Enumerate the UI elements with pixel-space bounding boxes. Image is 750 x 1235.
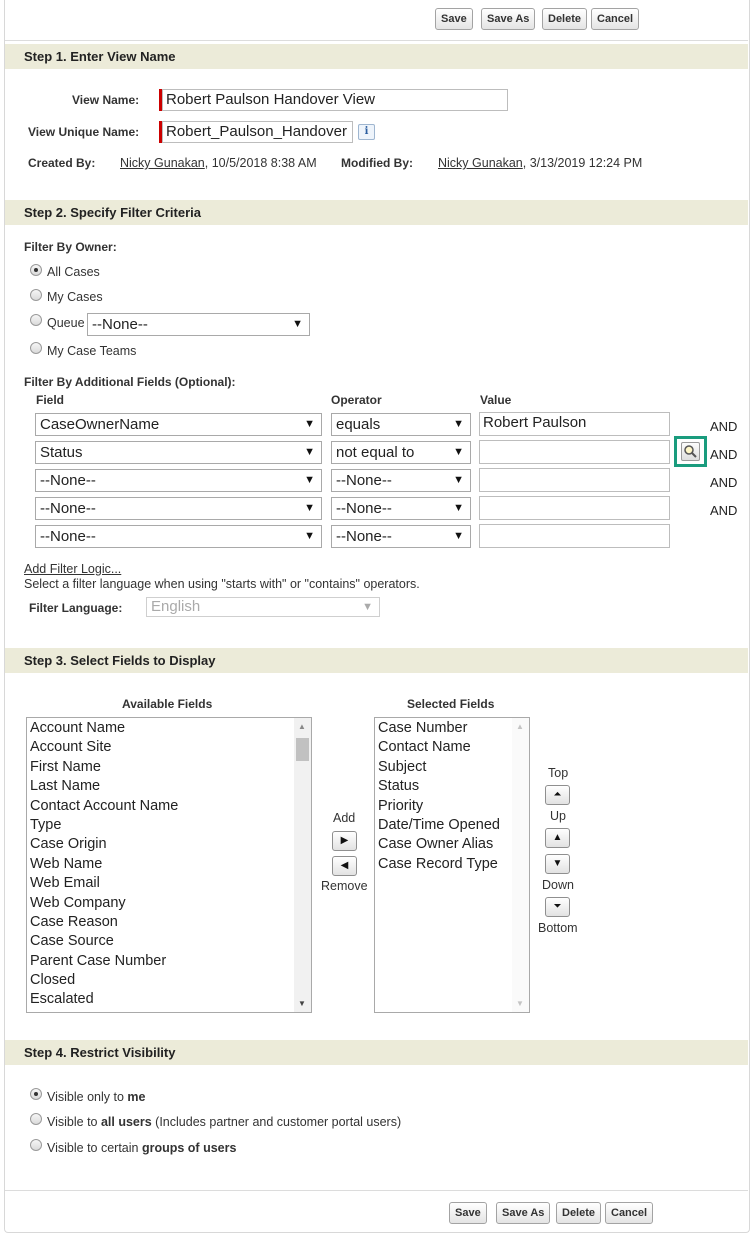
add-button[interactable] bbox=[332, 831, 357, 851]
move-top-icon: ⏶ bbox=[553, 789, 562, 800]
divider bbox=[5, 1190, 748, 1191]
filter-language-value: English bbox=[151, 598, 201, 615]
remove-label: Remove bbox=[321, 879, 368, 893]
step3-header: Step 3. Select Fields to Display bbox=[5, 648, 748, 673]
lookup-highlight bbox=[674, 436, 707, 467]
list-item[interactable]: Last Name bbox=[30, 778, 101, 795]
modified-by-label: Modified By: bbox=[341, 156, 413, 170]
visibility-text: Visible to bbox=[47, 1115, 101, 1129]
modified-by-user-link[interactable]: Nicky Gunakan bbox=[438, 156, 523, 170]
down-label: Down bbox=[542, 878, 574, 892]
created-by-value bbox=[120, 156, 317, 170]
cancel-button[interactable]: Cancel bbox=[605, 1202, 653, 1224]
radio-queue-label: Queue bbox=[47, 316, 85, 330]
scroll-down-icon[interactable]: ▼ bbox=[298, 999, 306, 1008]
field-select[interactable] bbox=[35, 469, 322, 492]
list-item[interactable]: Case Number bbox=[378, 720, 468, 736]
filter-language-label: Filter Language: bbox=[29, 601, 123, 615]
radio-visible-me[interactable] bbox=[30, 1088, 42, 1100]
chevron-down-icon: ▼ bbox=[304, 418, 315, 430]
radio-visible-all[interactable] bbox=[30, 1113, 42, 1125]
list-item[interactable]: Case Origin bbox=[30, 836, 107, 853]
col-value-header: Value bbox=[480, 393, 512, 407]
lookup-icon[interactable] bbox=[681, 442, 700, 461]
queue-select[interactable] bbox=[87, 313, 310, 336]
cancel-button[interactable]: Cancel bbox=[591, 8, 639, 30]
field-select[interactable] bbox=[35, 525, 322, 548]
radio-my-case-teams-label: My Case Teams bbox=[47, 344, 137, 358]
list-item[interactable]: Contact Name bbox=[378, 739, 471, 756]
list-item[interactable]: Account Name bbox=[30, 720, 126, 736]
chevron-down-icon: ▼ bbox=[304, 502, 315, 514]
chevron-down-icon: ▼ bbox=[453, 502, 464, 514]
chevron-down-icon: ▼ bbox=[362, 601, 373, 613]
modified-by-date: , 3/13/2019 12:24 PM bbox=[522, 156, 643, 170]
created-by-date: , 10/5/2018 8:38 AM bbox=[204, 156, 317, 170]
field-select[interactable] bbox=[35, 497, 322, 520]
list-item[interactable]: Web Email bbox=[30, 875, 100, 892]
scroll-down-icon[interactable]: ▼ bbox=[516, 999, 524, 1008]
radio-visible-me-label bbox=[47, 1090, 145, 1104]
filter-by-owner-label: Filter By Owner: bbox=[24, 240, 117, 254]
list-item[interactable]: Status bbox=[378, 778, 420, 795]
info-icon[interactable]: i bbox=[358, 124, 375, 140]
logic-and: AND bbox=[710, 447, 738, 462]
field-select-value: CaseOwnerName bbox=[40, 416, 160, 433]
top-label: Top bbox=[548, 766, 569, 780]
available-fields-label: Available Fields bbox=[122, 697, 213, 711]
operator-select[interactable] bbox=[331, 441, 471, 464]
created-by-user-link[interactable]: Nicky Gunakan bbox=[120, 156, 205, 170]
view-name-label: View Name: bbox=[72, 93, 140, 107]
chevron-down-icon: ▼ bbox=[292, 318, 303, 330]
selected-fields-label: Selected Fields bbox=[407, 697, 495, 711]
list-item[interactable]: Subject bbox=[378, 758, 427, 775]
visibility-text: Visible to certain bbox=[47, 1141, 142, 1155]
list-item[interactable]: Type bbox=[30, 816, 62, 833]
value-input[interactable] bbox=[479, 524, 670, 548]
save-button[interactable]: Save bbox=[449, 1202, 487, 1224]
field-select-value: --None-- bbox=[40, 472, 96, 489]
visibility-note: (Includes partner and customer portal users) bbox=[151, 1115, 402, 1129]
chevron-down-icon: ▼ bbox=[453, 474, 464, 486]
scroll-up-icon[interactable]: ▲ bbox=[298, 722, 306, 731]
move-bottom-icon: ⏷ bbox=[553, 901, 562, 912]
value-input[interactable] bbox=[479, 440, 670, 464]
unique-name-input[interactable]: Robert_Paulson_Handover bbox=[162, 121, 353, 143]
delete-button[interactable]: Delete bbox=[556, 1202, 601, 1224]
visibility-emphasis: me bbox=[127, 1090, 146, 1104]
radio-queue[interactable] bbox=[30, 314, 42, 326]
value-input[interactable]: Robert Paulson bbox=[479, 412, 670, 436]
field-select-value: --None-- bbox=[40, 528, 96, 545]
step1-header: Step 1. Enter View Name bbox=[5, 44, 748, 69]
field-select[interactable] bbox=[35, 441, 322, 464]
logic-and: AND bbox=[710, 419, 738, 434]
step4-header: Step 4. Restrict Visibility bbox=[5, 1040, 748, 1065]
selected-fields-list[interactable] bbox=[374, 717, 530, 1013]
value-input[interactable] bbox=[479, 496, 670, 520]
radio-all-cases[interactable] bbox=[30, 264, 42, 276]
field-select-value: --None-- bbox=[40, 500, 96, 517]
add-label: Add bbox=[333, 811, 356, 825]
list-item[interactable]: First Name bbox=[30, 758, 101, 775]
available-fields-list[interactable] bbox=[26, 717, 312, 1013]
radio-all-cases-label: All Cases bbox=[47, 265, 100, 279]
modified-by-value bbox=[438, 156, 642, 170]
field-select[interactable] bbox=[35, 413, 322, 436]
radio-my-case-teams[interactable] bbox=[30, 342, 42, 354]
triangle-up-icon: ▲ bbox=[552, 832, 563, 843]
operator-select[interactable] bbox=[331, 497, 471, 520]
col-operator-header: Operator bbox=[331, 393, 382, 407]
chevron-down-icon: ▼ bbox=[453, 418, 464, 430]
delete-button[interactable]: Delete bbox=[542, 8, 587, 30]
add-filter-logic-link[interactable]: Add Filter Logic... bbox=[24, 562, 122, 576]
triangle-right-icon: ▶ bbox=[340, 835, 349, 846]
scroll-thumb[interactable] bbox=[296, 738, 309, 761]
save-as-button[interactable]: Save As bbox=[496, 1202, 550, 1224]
list-item[interactable]: Web Name bbox=[30, 855, 103, 872]
chevron-down-icon: ▼ bbox=[453, 530, 464, 542]
up-label: Up bbox=[550, 809, 566, 823]
radio-visible-groups-label bbox=[47, 1141, 236, 1155]
divider bbox=[5, 40, 748, 41]
save-button[interactable]: Save bbox=[435, 8, 473, 30]
visibility-emphasis: all users bbox=[100, 1115, 152, 1129]
move-top-button[interactable] bbox=[545, 785, 570, 805]
created-by-label: Created By: bbox=[28, 156, 96, 170]
operator-select-value: equals bbox=[336, 416, 381, 433]
list-item[interactable]: Contact Account Name bbox=[30, 797, 179, 814]
list-item[interactable]: Escalated bbox=[30, 991, 94, 1008]
queue-select-value: --None-- bbox=[92, 316, 148, 333]
visibility-text: Visible only to bbox=[47, 1090, 128, 1104]
list-item[interactable]: Parent Case Number bbox=[30, 952, 167, 969]
list-item[interactable]: Closed bbox=[30, 972, 76, 989]
list-item[interactable]: Case Source bbox=[30, 933, 114, 950]
bottom-label: Bottom bbox=[538, 921, 578, 935]
triangle-left-icon: ◀ bbox=[340, 860, 349, 871]
move-up-button[interactable] bbox=[545, 828, 570, 848]
chevron-down-icon: ▼ bbox=[304, 446, 315, 458]
save-as-button[interactable]: Save As bbox=[481, 8, 535, 30]
scroll-up-icon[interactable]: ▲ bbox=[516, 722, 524, 731]
operator-select[interactable] bbox=[331, 469, 471, 492]
list-item[interactable]: Case Reason bbox=[30, 913, 118, 930]
operator-select[interactable] bbox=[331, 413, 471, 436]
unique-name-label: View Unique Name: bbox=[28, 125, 140, 139]
view-name-input[interactable]: Robert Paulson Handover View bbox=[162, 89, 508, 111]
triangle-down-icon: ▼ bbox=[552, 858, 563, 869]
list-item[interactable]: Account Site bbox=[30, 739, 112, 756]
radio-my-cases-label: My Cases bbox=[47, 290, 103, 304]
visibility-emphasis: groups of users bbox=[141, 1141, 237, 1155]
move-bottom-button[interactable] bbox=[545, 897, 570, 917]
operator-select-value: --None-- bbox=[336, 472, 392, 489]
filter-language-select[interactable] bbox=[146, 597, 380, 617]
operator-select-value: --None-- bbox=[336, 500, 392, 517]
remove-button[interactable] bbox=[332, 856, 357, 876]
filter-language-note: Select a filter language when using "starts with" or "contains" operators. bbox=[24, 577, 420, 591]
value-input[interactable] bbox=[479, 468, 670, 492]
logic-and: AND bbox=[710, 475, 738, 490]
radio-my-cases[interactable] bbox=[30, 289, 42, 301]
operator-select[interactable] bbox=[331, 525, 471, 548]
chevron-down-icon: ▼ bbox=[304, 474, 315, 486]
scrollbar[interactable] bbox=[294, 718, 311, 1012]
chevron-down-icon: ▼ bbox=[304, 530, 315, 542]
chevron-down-icon: ▼ bbox=[453, 446, 464, 458]
list-item[interactable]: Case Owner Alias bbox=[378, 836, 494, 853]
additional-fields-label: Filter By Additional Fields (Optional): bbox=[24, 375, 236, 389]
field-select-value: Status bbox=[40, 444, 83, 461]
radio-visible-all-label bbox=[47, 1115, 401, 1129]
radio-visible-groups[interactable] bbox=[30, 1139, 42, 1151]
list-item[interactable]: Case Record Type bbox=[378, 855, 498, 872]
list-item[interactable]: Date/Time Opened bbox=[378, 816, 500, 833]
move-down-button[interactable] bbox=[545, 854, 570, 874]
operator-select-value: --None-- bbox=[336, 528, 392, 545]
operator-select-value: not equal to bbox=[336, 444, 415, 461]
scrollbar[interactable] bbox=[512, 718, 529, 1012]
logic-and: AND bbox=[710, 503, 738, 518]
list-item[interactable]: Priority bbox=[378, 797, 424, 814]
list-item[interactable]: Web Company bbox=[30, 894, 126, 911]
col-field-header: Field bbox=[36, 393, 65, 407]
step2-header: Step 2. Specify Filter Criteria bbox=[5, 200, 748, 225]
